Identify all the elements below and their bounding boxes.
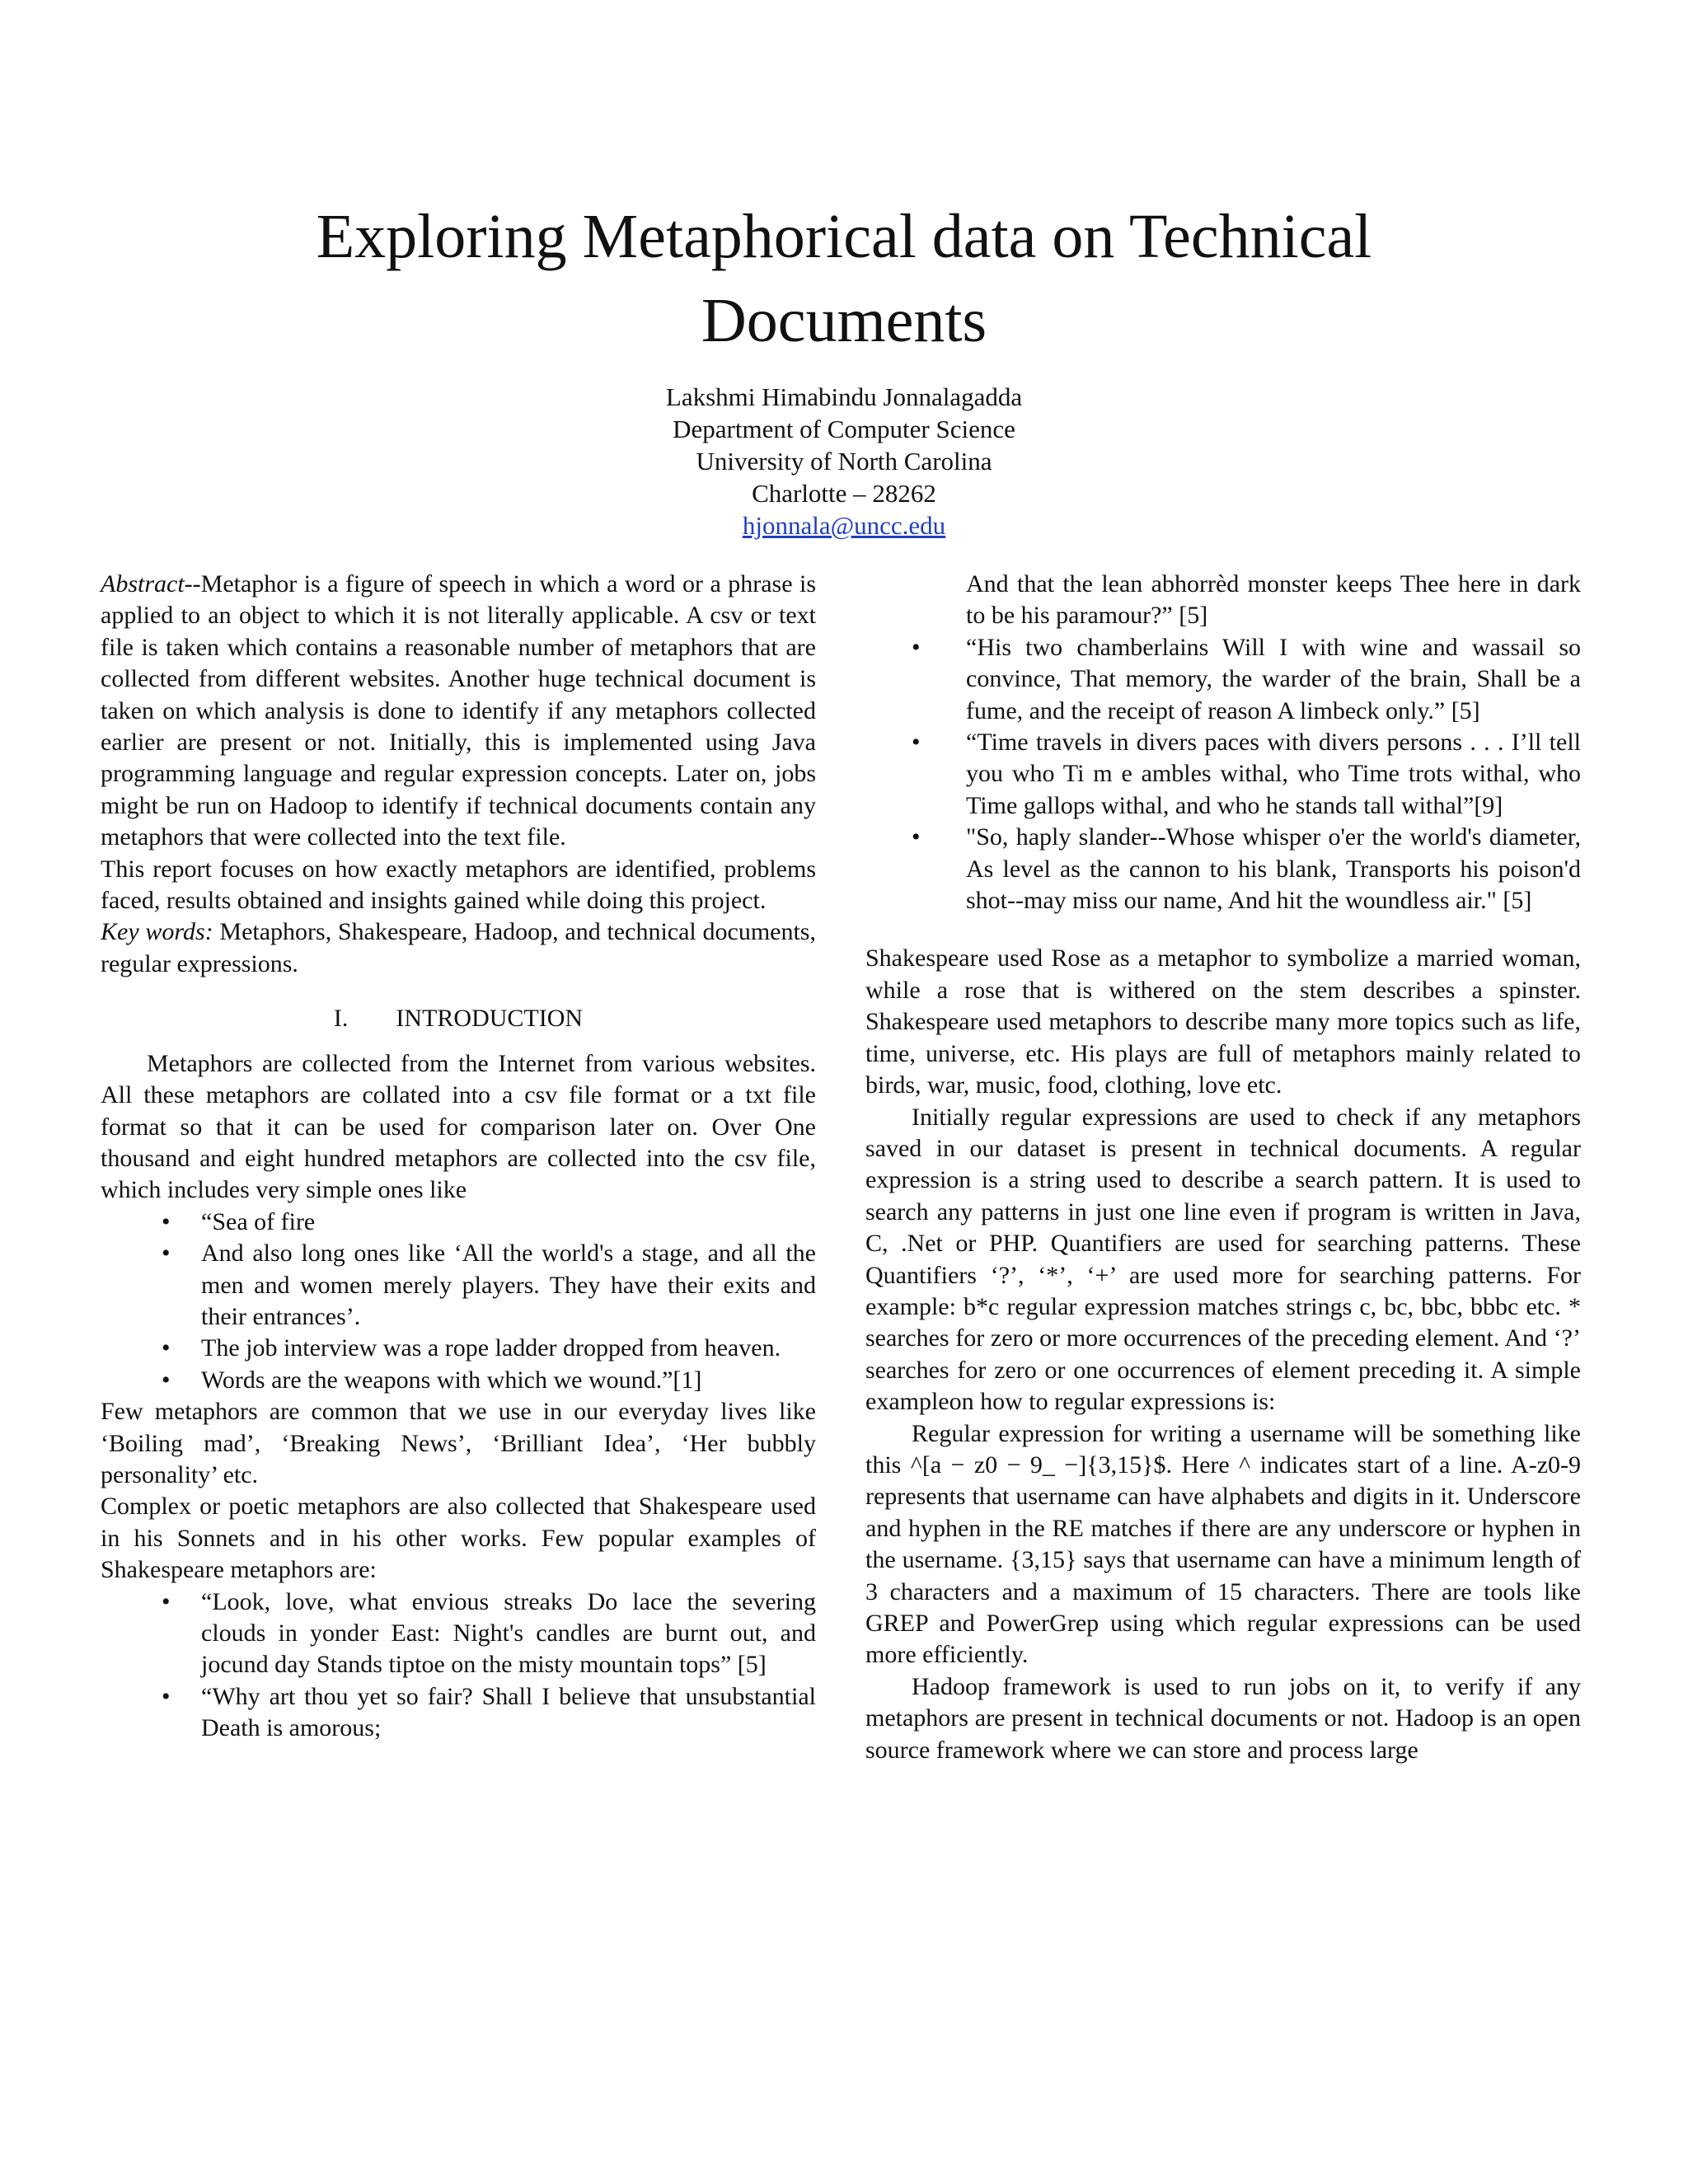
rose-paragraph: Shakespeare used Rose as a metaphor to symbolize a married woman, while a rose that is withered on the stem describes a spinster. Shakespeare used metaphors to describe many more topics such as life, time, universe, etc. His plays are full of metaphors mainly related to birds, war, music, food, clothing, love etc. [865, 944, 1581, 1099]
abstract-label: Abstract [101, 570, 185, 598]
complex-paragraph: Complex or poetic metaphors are also collected that Shakespeare used in his Sonnets and in his other works. Few popular examples of Shakespeare metaphors are: [101, 1493, 816, 1584]
list-item: • The job interview was a rope ladder dropped from heaven. [101, 1333, 816, 1364]
author-email-link[interactable]: hjonnala@uncc.edu [742, 511, 946, 540]
bullet-icon: • [162, 1682, 171, 1710]
author-block [432, 381, 1256, 541]
section-number: I. [333, 1005, 349, 1033]
hadoop-paragraph: Hadoop framework is used to run jobs on it, to verify if any metaphors are present in technical documents or not. Hadoop is an open source framework where we can store and process large [865, 1672, 1581, 1764]
bullet-icon: • [162, 1334, 171, 1362]
metaphor-list-shakespeare [101, 1586, 816, 1745]
bullet-icon: • [162, 1366, 171, 1394]
keywords-text: Metaphors, Shakespeare, Hadoop, and technical documents, regular expressions. [101, 918, 816, 977]
intro-paragraph: Metaphors are collected from the Internet from various websites. All these metaphors are collated into a csv file format or a txt file format so that it can be used for comparison later on. Over One thousand and eight hundred metaphors are collected into the csv file, which includes very simple ones like [101, 1049, 816, 1204]
author-university: University of North Carolina [696, 447, 992, 476]
bullet-icon: • [162, 1587, 171, 1615]
list-item: • "So, haply slander--Whose whisper o'er the world's diameter, As level as the cannon to his blank, Transports his poison'd shot--may miss our name, And hit the woundless air." [5] [912, 823, 1581, 915]
section-title: INTRODUCTION [396, 1005, 584, 1033]
list-item: • “Why art thou yet so fair? Shall I believe that unsubstantial Death is amorous; [162, 1682, 816, 1742]
author-name: Lakshmi Himabindu Jonnalagadda [665, 382, 1023, 411]
left-column [101, 569, 816, 1745]
spacer [865, 916, 1581, 943]
regex-paragraph: Initially regular expressions are used to check if any metaphors saved in our dataset is present in technical documents. A regular expression is a string used to describe a search pattern. It is used to search any patterns in just one line even if program is written in Java, C, .Net or PHP. Quantifiers are used for searching patterns. These Quantifiers ‘?’, ‘*’, ‘+’ are used more for searching patterns. For example: b*c regular expression matches strings c, bc, bbc, bbbc etc. * searches for zero or more occurrences of the preceding element. And ‘?’ searches for zero or one occurrences of element preceding it. A simple exampleon how to regular expressions is: [865, 1103, 1581, 1416]
metaphor-list-shakespeare-cont [865, 632, 1581, 917]
author-department: Department of Computer Science [673, 415, 1015, 443]
right-column [865, 569, 1581, 1766]
bullet-icon: • [162, 1207, 171, 1235]
list-item: • “Look, love, what envious streaks Do lace the severing clouds in yonder East: Night's candles are burnt out, and jocund day Stands tiptoe on the misty mountain tops” [5] [162, 1587, 816, 1679]
everyday-paragraph: Few metaphors are common that we use in our everyday lives like ‘Boiling mad’, ‘Breaking News’, ‘Brilliant Idea’, ‘Her bubbly personality’ etc. [101, 1398, 816, 1488]
username-paragraph: Regular expression for writing a username will be something like this ^[a − z0 − 9_ −]{3,15}$. Here ^ indicates start of a line. A-z0-9 represents that username can have alphabets and digits in it. Underscore and hyphen in the RE matches if there are any underscore or hyphen in the username. {3,15} says that username can have a minimum length of 3 characters and a maximum of 15 characters. There are tools like GREP and PowerGrep using which regular expressions can be used more efficiently. [865, 1419, 1581, 1669]
report-focus: This report focuses on how exactly metaphors are identified, problems faced, results obtained and insights gained while doing this project. [101, 855, 816, 915]
title-line-1: Exploring Metaphorical data on Technical [316, 202, 1372, 271]
paper-title [124, 194, 1564, 363]
abstract-text: --Metaphor is a figure of speech in which a word or a phrase is applied to an object to which it is not literally applicable. A csv or text file is taken which contains a reasonable number of metaphors that are collected from different websites. Another huge technical document is taken on which analysis is done to identify if any metaphors collected earlier are present or not. Initially, this is implemented using Java programming language and regular expression concepts. Later on, jobs might be run on Hadoop to identify if technical documents contain any metaphors that were collected into the text file. [101, 570, 816, 851]
keywords [101, 916, 816, 980]
section-heading-introduction [101, 1003, 816, 1034]
list-item: • “Time travels in divers paces with divers persons . . . I’ll tell you who Ti m e ambles withal, who Time trots withal, who Time gallops withal, and who he stands tall withal”[9] [912, 729, 1581, 819]
metaphor-list-simple [101, 1207, 816, 1396]
title-line-2: Documents [701, 286, 987, 355]
list-item: • “Sea of fire [101, 1207, 816, 1238]
bullet-icon: • [912, 633, 921, 661]
list-item: • “His two chamberlains Will I with wine and wassail so convince, That memory, the warder of the brain, Shall be a fume, and the receipt of reason A limbeck only.” [5] [912, 633, 1581, 724]
list-item: • Words are the weapons with which we wound.”[1] [101, 1365, 816, 1396]
author-city: Charlotte – 28262 [752, 479, 936, 508]
abstract [101, 569, 816, 854]
bullet-icon: • [912, 823, 921, 851]
bullet-icon: • [912, 729, 921, 757]
list-continuation: And that the lean abhorrèd monster keeps Thee here in dark to be his paramour?” [5] [966, 570, 1581, 630]
list-item: • And also long ones like ‘All the world's a stage, and all the men and women merely players. They have their exits and their entrances’. [162, 1240, 816, 1330]
bullet-icon: • [162, 1240, 171, 1268]
keywords-label: Key words: [101, 918, 213, 946]
